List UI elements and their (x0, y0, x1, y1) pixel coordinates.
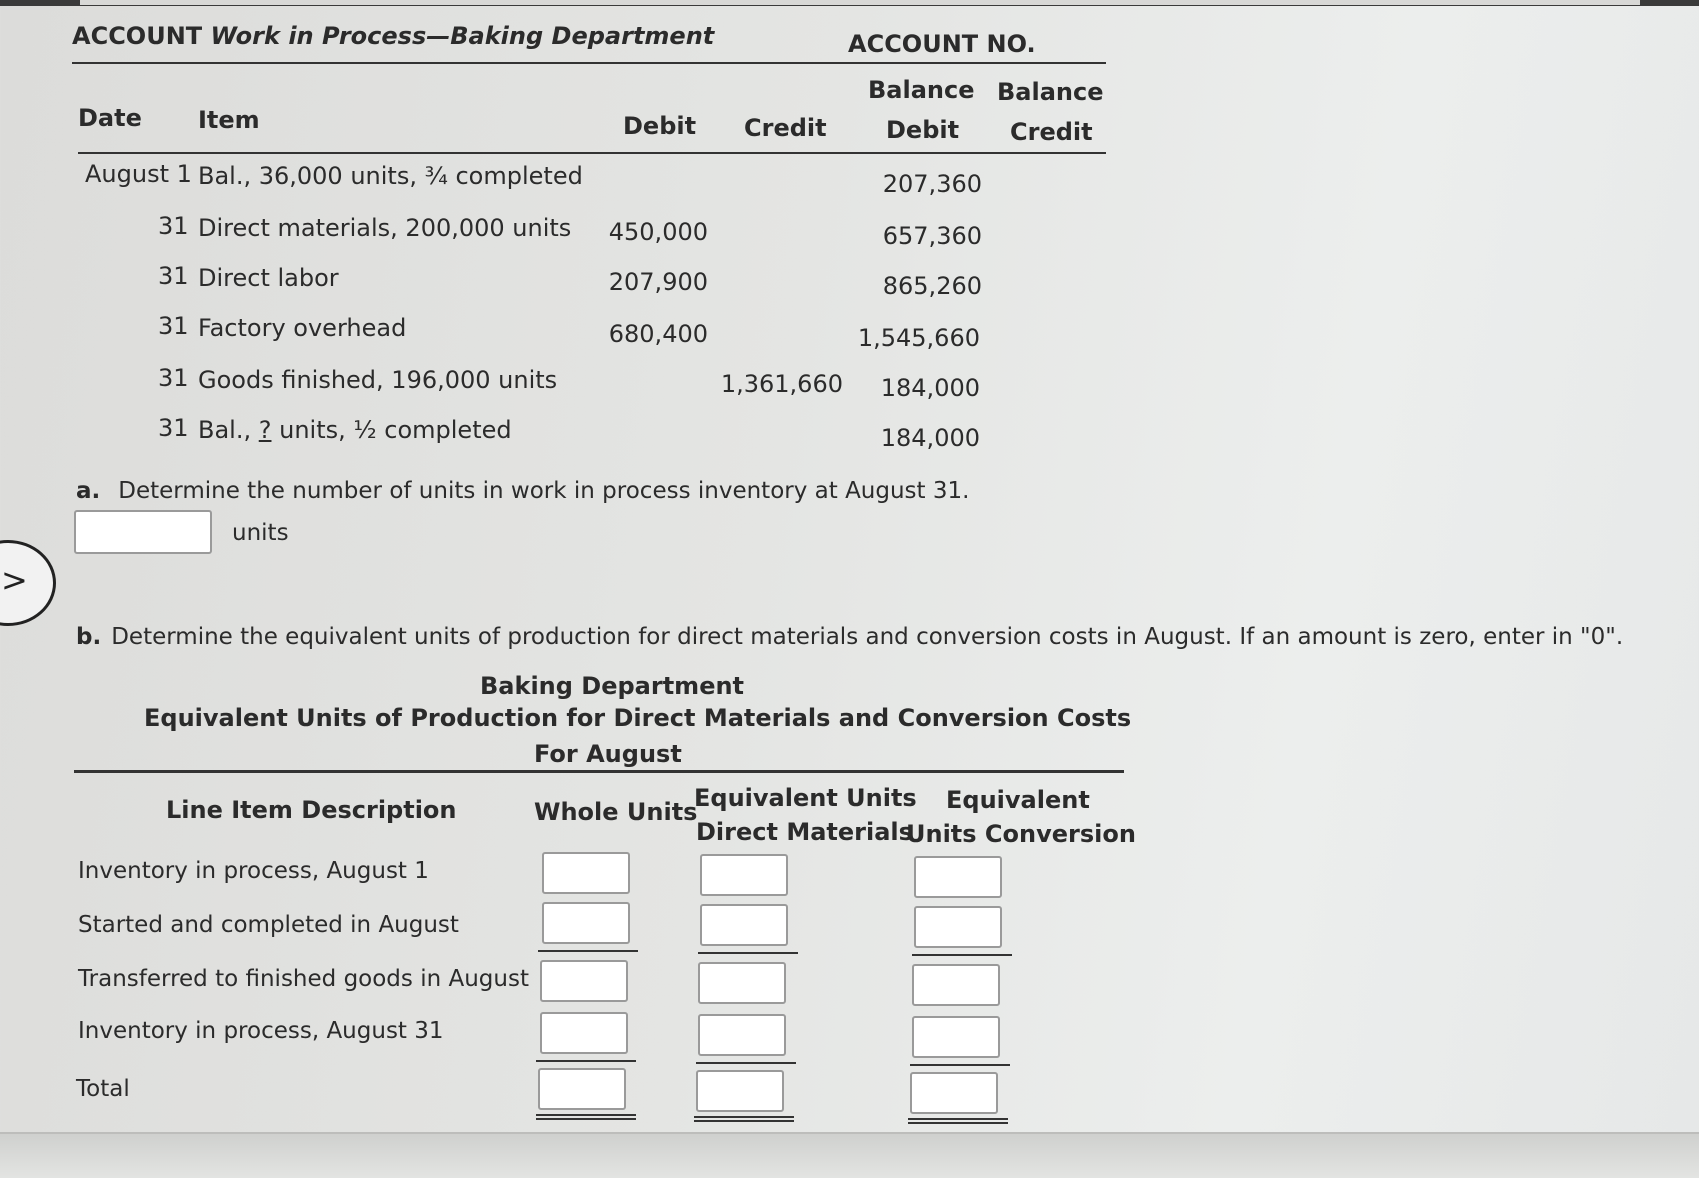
row5-credit: 1,361,660 (720, 370, 843, 398)
dm-subtotal-rule (698, 952, 798, 954)
row1-item: Bal., 36,000 units, ¾ completed (198, 162, 583, 190)
whole-units-started-completed-input[interactable] (542, 902, 630, 944)
row6-date: 31 (158, 414, 189, 442)
row2-balance-debit: 657,360 (882, 222, 982, 250)
col-header-balance-1: Balance (868, 76, 975, 104)
row6-balance-debit: 184,000 (880, 424, 980, 452)
part-a-letter: a. (76, 478, 101, 504)
col-header-conv-2: Units Conversion (906, 820, 1136, 848)
next-nav-button[interactable] (0, 540, 56, 626)
account-title-name: Work in Process—Baking Department (210, 22, 715, 50)
dm-double-rule (694, 1116, 794, 1122)
col-header-credit: Credit (744, 114, 827, 142)
whole-units-total-rule (536, 1060, 636, 1062)
units-label: units (232, 520, 289, 546)
part-b-text: Determine the equivalent units of production for direct materials and conversion costs in August. If an amount is zero, enter in "0". (111, 624, 1624, 650)
conv-inventory-aug1-input[interactable] (914, 856, 1002, 898)
row3-debit: 207,900 (608, 268, 708, 296)
dm-inventory-aug1-input[interactable] (700, 854, 788, 896)
conv-total-input[interactable] (910, 1072, 998, 1114)
row2-date: 31 (158, 212, 189, 240)
part-b-question (76, 624, 1623, 650)
col-header-balance-debit: Debit (886, 116, 960, 144)
whole-units-inventory-aug31-input[interactable] (540, 1012, 628, 1054)
col-header-item: Item (198, 106, 260, 134)
part-a-text: Determine the number of units in work in process inventory at August 31. (118, 478, 970, 504)
eq-row-label-inventory-aug1: Inventory in process, August 1 (78, 858, 429, 884)
eq-row-label-total: Total (76, 1076, 130, 1102)
whole-units-subtotal-rule (538, 950, 638, 952)
conv-total-rule (910, 1064, 1010, 1066)
schedule-title-1: Baking Department (480, 672, 745, 700)
col-header-balance-credit: Credit (1010, 118, 1093, 146)
account-title (72, 22, 714, 50)
chevron-right-icon: > (1, 561, 28, 599)
eq-row-label-inventory-aug31: Inventory in process, August 31 (78, 1018, 444, 1044)
row6-item-post: units, ½ completed (271, 416, 512, 444)
dm-transferred-input[interactable] (698, 962, 786, 1004)
row4-balance-debit: 1,545,660 (857, 324, 980, 352)
whole-units-double-rule (536, 1114, 636, 1120)
row4-date: 31 (158, 312, 189, 340)
whole-units-total-input[interactable] (538, 1068, 626, 1110)
col-header-date: Date (78, 104, 142, 132)
row2-item: Direct materials, 200,000 units (198, 214, 572, 242)
col-header-dm-1: Equivalent Units (694, 784, 917, 812)
dm-total-input[interactable] (696, 1070, 784, 1112)
conv-transferred-input[interactable] (912, 964, 1000, 1006)
row2-debit: 450,000 (608, 218, 708, 246)
schedule-title-2: Equivalent Units of Production for Direct Materials and Conversion Costs (144, 704, 1132, 732)
schedule-title-3: For August (534, 740, 682, 768)
row1-date: August 1 (85, 160, 192, 188)
row5-date: 31 (158, 364, 189, 392)
row4-item: Factory overhead (198, 314, 407, 342)
dm-total-rule (696, 1062, 796, 1064)
eq-row-label-transferred: Transferred to finished goods in August (78, 966, 529, 992)
conv-subtotal-rule (912, 954, 1012, 956)
account-title-prefix: ACCOUNT (72, 22, 203, 50)
row6-item-pre: Bal., (198, 416, 259, 444)
conv-double-rule (908, 1118, 1008, 1124)
row3-balance-debit: 865,260 (882, 272, 982, 300)
row4-debit: 680,400 (608, 320, 708, 348)
whole-units-inventory-aug1-input[interactable] (542, 852, 630, 894)
col-header-debit: Debit (623, 112, 697, 140)
row5-item: Goods finished, 196,000 units (198, 366, 558, 394)
row5-balance-debit: 184,000 (880, 374, 980, 402)
account-number-label: ACCOUNT NO. (848, 30, 1036, 58)
row1-balance-debit: 207,360 (882, 170, 982, 198)
row3-item: Direct labor (198, 264, 339, 292)
account-title-rule (72, 62, 1106, 64)
dm-inventory-aug31-input[interactable] (698, 1014, 786, 1056)
account-header-rule (78, 152, 1106, 154)
bottom-panel-edge (0, 1132, 1699, 1178)
screen-top-gap (80, 0, 1640, 5)
row3-date: 31 (158, 262, 189, 290)
row6-item (198, 416, 512, 444)
col-header-whole-units: Whole Units (534, 798, 698, 826)
col-header-line-item: Line Item Description (166, 796, 457, 824)
conv-started-completed-input[interactable] (914, 906, 1002, 948)
whole-units-transferred-input[interactable] (540, 960, 628, 1002)
schedule-title-rule (74, 770, 1124, 773)
dm-started-completed-input[interactable] (700, 904, 788, 946)
part-b-letter: b. (76, 624, 102, 650)
row6-item-unknown: ? (258, 416, 272, 444)
col-header-conv-1: Equivalent (946, 786, 1090, 814)
part-a-question (76, 478, 969, 504)
conv-inventory-aug31-input[interactable] (912, 1016, 1000, 1058)
col-header-balance-2: Balance (997, 78, 1104, 106)
wip-units-input[interactable] (74, 510, 212, 554)
col-header-dm-2: Direct Materials (696, 818, 913, 846)
eq-row-label-started-completed: Started and completed in August (78, 912, 459, 938)
